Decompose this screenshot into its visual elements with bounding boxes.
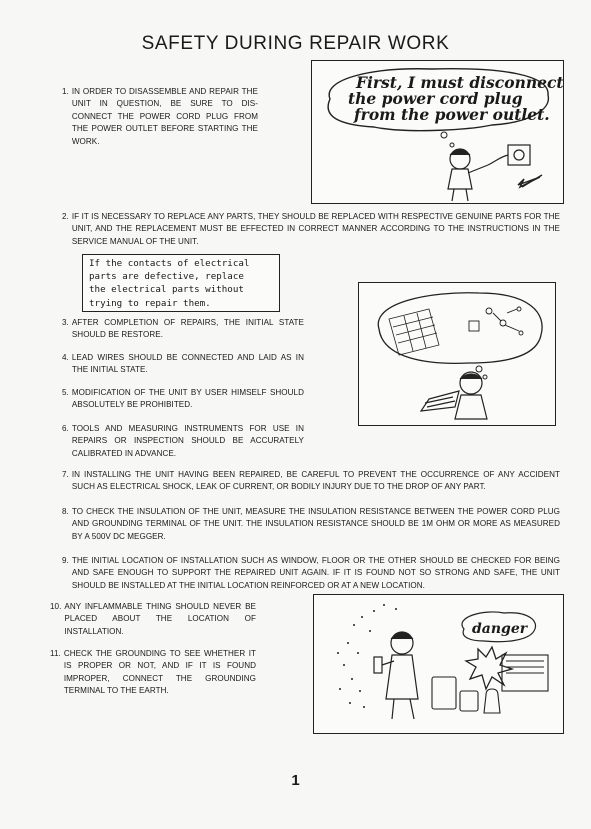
note-line: trying to repair them.	[89, 297, 211, 309]
appliance-unit-drawing	[502, 655, 548, 691]
item-number: 4.	[62, 353, 69, 362]
spray-dots	[337, 604, 397, 708]
page-title: SAFETY DURING REPAIR WORK	[141, 33, 450, 54]
item-number: 3.	[62, 318, 69, 327]
danger-sign	[462, 612, 536, 642]
bubble-line-3: from the power outlet.	[354, 105, 550, 124]
repairman-figure	[448, 149, 488, 201]
item-number: 5.	[62, 388, 69, 397]
bubble-line-1: First, I must disconnect	[356, 73, 563, 92]
item-text: MODIFICATION OF THE UNIT BY USER HIMSELF SHOULD ABSOLUTELY BE PROHIBITED.	[71, 388, 304, 410]
danger-inflammable-drawing	[314, 595, 563, 733]
item-number: 11.	[50, 649, 61, 658]
list-item	[62, 555, 560, 592]
note-line: If the contacts of electrical	[89, 258, 250, 269]
illustration-disconnect-plug	[311, 60, 564, 204]
power-outlet-icon	[488, 145, 530, 165]
page-number: 1	[291, 772, 300, 789]
danger-text: danger	[472, 621, 528, 637]
item-text: IF IT IS NECESSARY TO REPLACE ANY PARTS, THEY SHOULD BE REPLACED WITH RESPECTIVE GENUINE PARTS FOR THE UNIT, AND THE REPLACEMENT MUST BE EFFECTED IN CORRECT MANNER ACCORDING TO THE INSTRUCTIONS IN THE SERVICE MANUAL OF THE UNIT.	[71, 212, 560, 246]
person-with-spray-figure	[374, 632, 418, 719]
manual-page-drawing	[389, 309, 439, 355]
list-item	[62, 423, 304, 460]
item-text: THE INITIAL LOCATION OF INSTALLATION SUCH AS WINDOW, FLOOR OR THE OTHER SHOULD BE CHECKED FOR BEING AND SAFE ENOUGH TO SUPPORT THE REPAIRED UNIT AGAIN. IF IT IS FOUND NOT SO STRONG AND SAFE, THE UNIT SHOULD BE INSTALLED AT THE INITIAL LOCATION REINFORCED OR AT A NEW LOCATION.	[71, 556, 560, 590]
repairman-figure	[421, 372, 487, 419]
item-number: 2.	[62, 212, 69, 221]
list-item	[62, 469, 560, 494]
item-text: TOOLS AND MEASURING INSTRUMENTS FOR USE IN REPAIRS OR INSPECTION SHOULD BE ACCURATELY CALIBRATED IN ADVANCE.	[71, 424, 304, 458]
item-number: 7.	[62, 470, 69, 479]
list-item	[62, 506, 560, 543]
arrow-icon	[518, 175, 542, 187]
item-number: 6.	[62, 424, 69, 433]
illustration-danger-inflammable	[313, 594, 564, 734]
note-line: parts are defective, replace	[89, 271, 244, 283]
item-text: LEAD WIRES SHOULD BE CONNECTED AND LAID AS IN THE INITIAL STATE.	[71, 353, 304, 375]
item-text: ANY INFLAMMABLE THING SHOULD NEVER BE PLACED ABOUT THE LOCATION OF INSTALLATION.	[64, 602, 256, 636]
disconnect-plug-drawing	[312, 61, 563, 203]
list-item	[62, 317, 304, 342]
bubble-line-2: the power cord plug	[348, 89, 523, 108]
item-text: CHECK THE GROUNDING TO SEE WHETHER IT IS PROPER OR NOT, AND IF IT IS FOUND IMPROPER, CONNECT THE GROUNDING TERMINAL TO THE EARTH.	[63, 649, 256, 696]
list-item	[50, 601, 256, 638]
item-text: TO CHECK THE INSULATION OF THE UNIT, MEASURE THE INSULATION RESISTANCE BETWEEN THE POWER CORD PLUG AND GROUNDING TERMINAL OF THE UNIT. THE INSULATION RESISTANCE SHOULD BE 1M OHM OR MORE AS MEASURED BY A 500V DC MEGGER.	[71, 507, 560, 541]
list-item	[50, 648, 256, 698]
item-number: 8.	[62, 507, 69, 516]
item-text: IN ORDER TO DISASSEMBLE AND REPAIR THE UNIT IN QUESTION, BE SURE TO DIS-CONNECT THE POWER CORD PLUG FROM THE POWER OUTLET BEFORE STARTING THE WORK.	[71, 87, 258, 146]
illustration-reading-manual	[358, 282, 556, 426]
item-number: 1.	[62, 87, 69, 96]
item-text: AFTER COMPLETION OF REPAIRS, THE INITIAL STATE SHOULD BE RESTORE.	[71, 318, 304, 340]
list-item	[62, 352, 304, 377]
components-drawing	[469, 307, 523, 335]
item-number: 9.	[62, 556, 69, 565]
item-text: IN INSTALLING THE UNIT HAVING BEEN REPAIRED, BE CAREFUL TO PREVENT THE OCCURRENCE OF ANY ACCIDENT SUCH AS ELECTRICAL SHOCK, LEAK OF CURRENT, OR BODILY INJURY DUE TO THE DROP OF ANY PART.	[71, 470, 560, 492]
list-item	[62, 86, 258, 148]
list-item	[62, 387, 304, 412]
note-line: the electrical parts without	[89, 284, 244, 296]
reading-manual-drawing	[359, 283, 555, 425]
spark-burst-icon	[466, 647, 512, 689]
caution-note-box	[82, 254, 280, 312]
list-item	[62, 211, 560, 248]
item-number: 10.	[50, 602, 62, 611]
